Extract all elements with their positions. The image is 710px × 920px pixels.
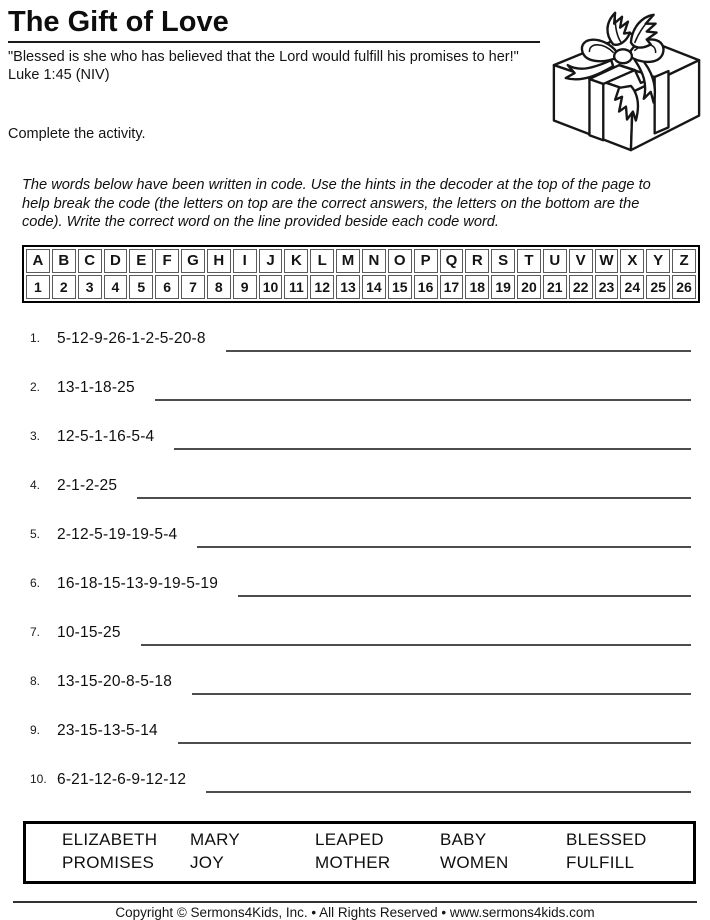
gift-ribbon-left-band <box>589 79 603 140</box>
code-word: 10-15-25 <box>57 623 121 641</box>
instructions-text: The words below have been written in code. Use the hints in the decoder at the top of the page to help break the code (the letters on top are the correct answers, the letters on the bottom are the code). Write the correct word on the line provided beside each code word. <box>22 177 651 231</box>
word-bank <box>23 821 696 884</box>
verse-text: "Blessed is she who has believed that the Lord would fulfill his promises to her!" Luke 1:45 (NIV) <box>8 49 519 83</box>
item-number: 6. <box>30 575 41 590</box>
page-title: The Gift of Love <box>8 6 229 38</box>
decoder-number: 15 <box>388 275 412 299</box>
decoder-number: 6 <box>155 275 179 299</box>
answer-line <box>178 721 691 744</box>
word-bank-word: ELIZABETH <box>62 829 158 849</box>
code-item <box>30 329 691 355</box>
decoder-number: 14 <box>362 275 386 299</box>
answer-line <box>238 574 691 597</box>
holly-leaf-left <box>607 13 629 45</box>
code-item <box>30 672 691 698</box>
code-word: 5-12-9-26-1-2-5-20-8 <box>57 329 206 347</box>
item-number: 7. <box>30 624 41 639</box>
decoder-number: 26 <box>672 275 696 299</box>
decoder-number: 4 <box>104 275 128 299</box>
decoder-number: 5 <box>129 275 153 299</box>
decoder-letter: T <box>517 249 541 273</box>
item-number: 2. <box>30 379 41 394</box>
decoder-letter: D <box>104 249 128 273</box>
decoder-number: 22 <box>569 275 593 299</box>
decoder-letter: Q <box>440 249 464 273</box>
decoder-letter: X <box>620 249 644 273</box>
activity-prompt: Complete the activity. <box>8 126 146 142</box>
decoder-letter: C <box>78 249 102 273</box>
gift-ribbon-right-band <box>655 71 669 133</box>
decoder-letter: G <box>181 249 205 273</box>
word-bank-word: MARY <box>190 829 241 849</box>
item-number: 1. <box>30 330 41 345</box>
decoder-number: 9 <box>233 275 257 299</box>
code-word: 13-15-20-8-5-18 <box>57 672 173 690</box>
decoder-letter: L <box>310 249 334 273</box>
decoder-letter: B <box>52 249 76 273</box>
item-number: 4. <box>30 477 41 492</box>
answer-line <box>226 329 691 352</box>
footer-rule <box>13 901 697 903</box>
decoder-number: 16 <box>414 275 438 299</box>
item-number: 8. <box>30 673 41 688</box>
decoder-numbers-row <box>26 275 696 299</box>
decoder-letter: O <box>388 249 412 273</box>
code-item <box>30 525 691 551</box>
answer-line <box>141 623 691 646</box>
decoder-number: 25 <box>646 275 670 299</box>
copyright-text: Copyright © Sermons4Kids, Inc. • All Rights Reserved • www.sermons4kids.com <box>115 904 595 920</box>
word-bank-word: PROMISES <box>62 852 155 872</box>
decoder-table <box>22 245 700 303</box>
item-number: 3. <box>30 428 41 443</box>
title-rule <box>8 41 540 43</box>
answer-line <box>137 476 691 499</box>
word-bank-word: BABY <box>440 829 487 849</box>
decoder-letter: R <box>465 249 489 273</box>
decoder-letter: F <box>155 249 179 273</box>
decoder-letter: S <box>491 249 515 273</box>
decoder-letter: J <box>259 249 283 273</box>
decoder-letter: U <box>543 249 567 273</box>
decoder-letter: P <box>414 249 438 273</box>
code-word: 2-12-5-19-19-5-4 <box>57 525 178 543</box>
decoder-number: 19 <box>491 275 515 299</box>
item-number: 5. <box>30 526 41 541</box>
decoder-number: 20 <box>517 275 541 299</box>
code-item <box>30 721 691 747</box>
code-word: 23-15-13-5-14 <box>57 721 158 739</box>
code-word: 16-18-15-13-9-19-5-19 <box>57 574 219 592</box>
code-item <box>30 574 691 600</box>
word-bank-word: JOY <box>190 852 224 872</box>
decoder-number: 23 <box>595 275 619 299</box>
code-item <box>30 427 691 453</box>
decoder-letters-row <box>26 249 696 273</box>
decoder-letter: Y <box>646 249 670 273</box>
answer-line <box>155 378 691 401</box>
item-number: 9. <box>30 722 41 737</box>
word-bank-word: FULFILL <box>566 852 635 872</box>
decoder-number: 2 <box>52 275 76 299</box>
decoder-number: 7 <box>181 275 205 299</box>
gift-box-illustration <box>544 2 708 154</box>
answer-line <box>174 427 691 450</box>
decoder-letter: H <box>207 249 231 273</box>
decoder-number: 11 <box>284 275 308 299</box>
answer-line <box>192 672 691 695</box>
decoder-number: 18 <box>465 275 489 299</box>
decoder-number: 21 <box>543 275 567 299</box>
decoder-letter: A <box>26 249 50 273</box>
decoder-letter: I <box>233 249 257 273</box>
code-word: 12-5-1-16-5-4 <box>57 427 155 445</box>
code-word-list <box>0 329 710 796</box>
gift-bow-knot <box>614 49 632 63</box>
decoder-number: 17 <box>440 275 464 299</box>
word-bank-word: LEAPED <box>315 829 384 849</box>
code-item <box>30 476 691 502</box>
word-bank-word: WOMEN <box>440 852 509 872</box>
word-bank-word: BLESSED <box>566 829 647 849</box>
code-word: 6-21-12-6-9-12-12 <box>57 770 187 788</box>
answer-line <box>206 770 691 793</box>
decoder-number: 12 <box>310 275 334 299</box>
code-item <box>30 770 691 796</box>
decoder-number: 13 <box>336 275 360 299</box>
decoder-number: 1 <box>26 275 50 299</box>
decoder-letter: N <box>362 249 386 273</box>
code-word: 13-1-18-25 <box>57 378 135 396</box>
word-bank-word: MOTHER <box>315 852 391 872</box>
code-item <box>30 378 691 404</box>
decoder-letter: K <box>284 249 308 273</box>
decoder-letter: M <box>336 249 360 273</box>
decoder-letter: E <box>129 249 153 273</box>
decoder-letter: Z <box>672 249 696 273</box>
code-word: 2-1-2-25 <box>57 476 118 494</box>
decoder-number: 10 <box>259 275 283 299</box>
decoder-number: 3 <box>78 275 102 299</box>
decoder-letter: V <box>569 249 593 273</box>
decoder-letter: W <box>595 249 619 273</box>
code-item <box>30 623 691 649</box>
answer-line <box>197 525 691 548</box>
decoder-number: 24 <box>620 275 644 299</box>
decoder-number: 8 <box>207 275 231 299</box>
item-number: 10. <box>30 771 47 786</box>
